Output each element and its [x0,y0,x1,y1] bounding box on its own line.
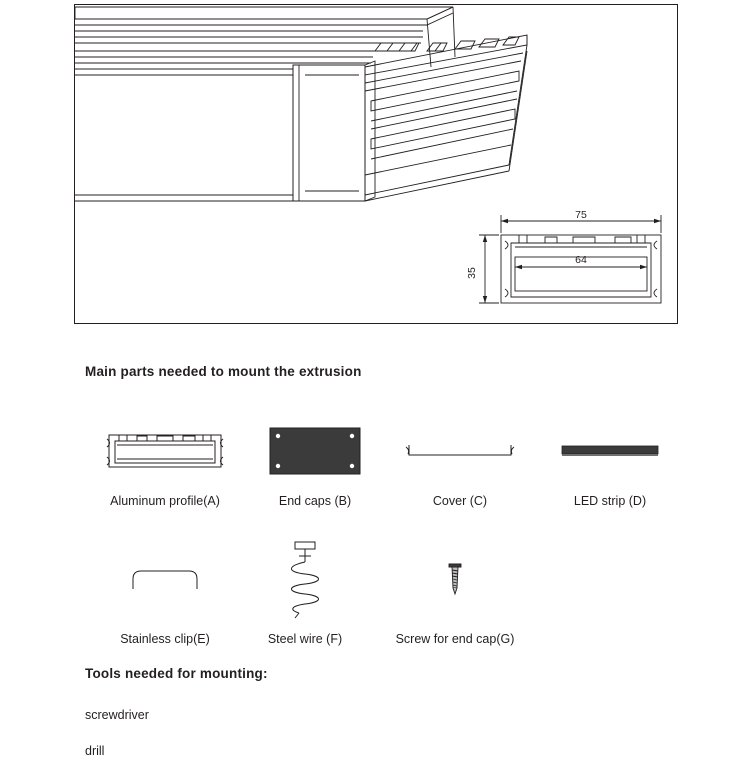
aluminum-profile-icon [105,420,225,482]
led-strip-icon [560,420,660,482]
tool-item-screwdriver: screwdriver [85,708,149,722]
cover-icon [405,420,515,482]
part-aluminum-profile [85,420,245,508]
part-label: Aluminum profile(A) [110,494,220,508]
tool-item-drill: drill [85,744,105,758]
dimension-label-height: 35 [466,267,478,279]
screw-icon [445,540,465,620]
part-screw-for-end-cap [365,540,545,646]
part-label: LED strip (D) [573,494,647,508]
part-label: Screw for end cap(G) [395,632,515,646]
stainless-clip-icon [130,540,200,620]
part-end-caps [245,420,385,508]
end-cap-icon [269,420,361,482]
steel-wire-icon [273,540,337,620]
parts-row-2 [85,540,555,646]
dimension-label-width-inner: 64 [575,254,587,266]
part-stainless-clip [85,540,245,646]
main-parts-heading: Main parts needed to mount the extrusion [85,364,362,379]
part-cover [385,420,535,508]
dimension-label-width-outer: 75 [575,209,587,221]
tools-heading: Tools needed for mounting: [85,666,268,681]
part-label: Steel wire (F) [267,632,343,646]
part-steel-wire [245,540,365,646]
part-label: Stainless clip(E) [120,632,210,646]
part-label: Cover (C) [432,494,488,508]
part-label: End caps (B) [278,494,352,508]
extrusion-perspective-drawing [75,5,678,324]
part-led-strip [535,420,685,508]
parts-row-1 [85,420,685,508]
technical-drawing-frame [74,4,678,324]
